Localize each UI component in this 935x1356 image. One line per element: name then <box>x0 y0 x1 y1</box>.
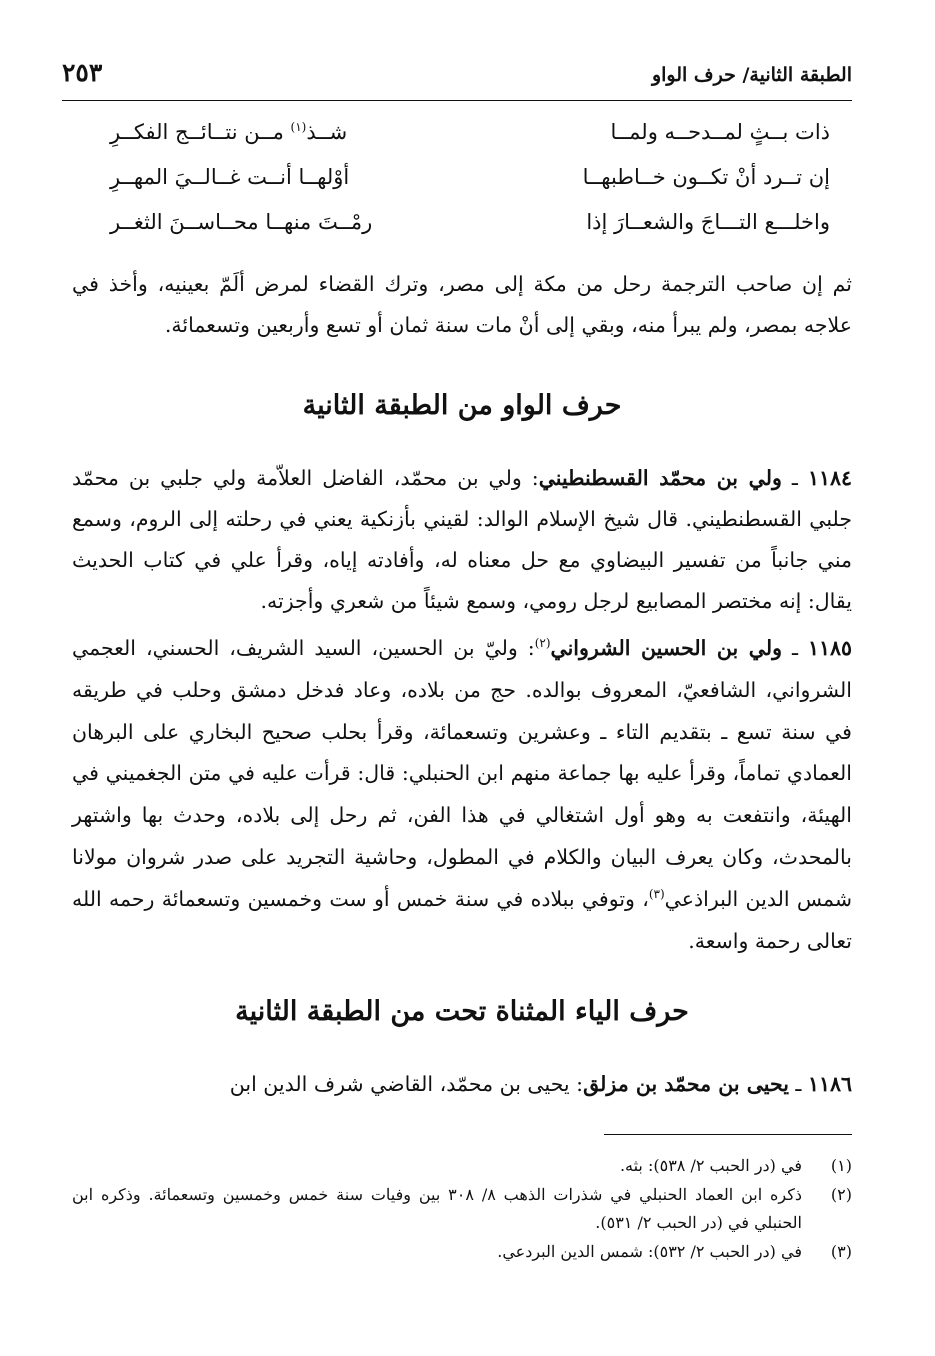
poem <box>110 110 830 245</box>
entry-1184: ١١٨٤ ـ ولي بن محمّد القسطنطيني: ولي بن محمّد، الفاضل العلاّمة ولي جلبي بن محمّد جلبي القسطنطيني. قال شيخ الإسلام الوالد: لقيني بأزنكية يعني في رحلته إلى الروم، وسمع مني جانباً من تفسير البيضاوي مع حل معناه له، وأفادته إياه، وقرأ علي في كتاب الحديث يقال: إنه مختصر المصابيع لرجل رومي، وسمع شيئاً من شعري وأجزته. <box>72 466 852 613</box>
entry-name: يحيى بن محمّد بن مزلق <box>583 1072 789 1096</box>
verse-first-hemistich: إن تــرد أنْ تكــون خــاطبهــا <box>582 165 830 189</box>
verse <box>110 200 830 245</box>
footnote-ref[interactable]: (٣) <box>648 886 665 901</box>
footnote <box>72 1238 852 1266</box>
footnote-number: (١) <box>830 1156 852 1175</box>
section-title-ya: حرف الياء المثناة تحت من الطبقة الثانية <box>235 996 689 1027</box>
page-header <box>62 58 852 98</box>
footnote <box>72 1181 852 1237</box>
footnote-rule <box>604 1134 852 1135</box>
footnote-number: (٣) <box>830 1242 852 1261</box>
entry-name: ولي بن محمّد القسطنطيني <box>538 466 782 490</box>
entry-1185: ١١٨٥ ـ ولي بن الحسين الشرواني$^{(٢)}$: وليّ بن الحسين، السيد الشريف، الحسني، العجمي الشرواني، الشافعيّ، المعروف بوالده. حج من بلاده، وعاد فدخل دمشق وحلب في طريقه في سنة تسع ـ بتقديم التاء ـ وعشرين وتسعمائة، وقرأ بحلب صحيح البخاري على البرهان العمادي تماماً، وقرأ عليه بها جماعة منهم ابن الحنبلي: قال: قرأت عليه في متن الجغميني في الهيئة، وانتفعت به وهو أول اشتغالي في هذا الفن، ثم رحل إلى بلاده، وحدث بها واشتهر بالمحدث، وكان يعرف البيان والكلام في المطول، وحاشية التجريد على صدر شروان مولانا شمس الدين البراذعي$^{(٣)}$، وتوفي ببلاده في سنة خمس أو ست وخمسين وتسعمائة رحمه الله تعالى رحمة واسعة. <box>72 636 852 953</box>
verse-first-hemistich: ذات بــثٍ لمــدحــه ولمــا <box>610 120 830 144</box>
section-title-waw: حرف الواو من الطبقة الثانية <box>302 390 622 421</box>
entry-1186: ١١٨٦ ـ يحيى بن محمّد بن مزلق: يحيى بن محمّد، القاضي شرف الدين ابن <box>229 1072 852 1096</box>
footnote-text: في (در الحبب ٢/ ٥٣٨): بثه. <box>619 1156 802 1175</box>
verse <box>110 155 830 200</box>
footnote-ref[interactable]: (٢) <box>534 636 551 651</box>
verse-second-hemistich: شــذ$^{(١)}$ مــن نتــائــج الفكــرِ <box>110 120 348 144</box>
verse <box>110 110 830 155</box>
entry-number: ١١٨٤ <box>807 466 852 490</box>
entry-number: ١١٨٥ <box>807 636 852 660</box>
intro-paragraph: ثم إن صاحب الترجمة رحل من مكة إلى مصر، وترك القضاء لمرض ألَمّ بعينيه، وأخذ في علاجه بمصر، ولم يبرأ منه، وبقي إلى أنْ مات سنة ثمان أو تسع وأربعين وتسعمائة. <box>72 272 852 337</box>
footnote-number: (٢) <box>830 1185 852 1204</box>
entry-name: ولي بن الحسين الشرواني <box>550 636 782 660</box>
footnotes <box>72 1152 852 1267</box>
verse-second-hemistich: أوْلهــا أنــت غــالــيَ المهــرِ <box>110 165 350 189</box>
header-rule <box>62 100 852 101</box>
running-title: الطبقة الثانية/ حرف الواو <box>651 64 852 86</box>
page-number: ٢٥٣ <box>62 58 103 87</box>
footnote-text: ذكره ابن العماد الحنبلي في شذرات الذهب ٨/ ٣٠٨ بين وفيات سنة خمس وخمسين وتسعمائة. وذكره ابن الحنبلي في (در الحبب ٢/ ٥٣١). <box>72 1185 802 1232</box>
entry-number: ١١٨٦ <box>807 1072 852 1096</box>
verse-first-hemistich: واخلـــع التـــاجَ والشعــارَ إذا <box>586 210 830 234</box>
footnote-text: في (در الحبب ٢/ ٥٣٢): شمس الدين البردعي. <box>497 1242 802 1261</box>
verse-second-hemistich: رمْــتَ منهــا محــاســنَ الثغــر <box>110 210 373 234</box>
footnote <box>72 1152 852 1180</box>
footnote-ref[interactable]: (١) <box>290 120 307 134</box>
